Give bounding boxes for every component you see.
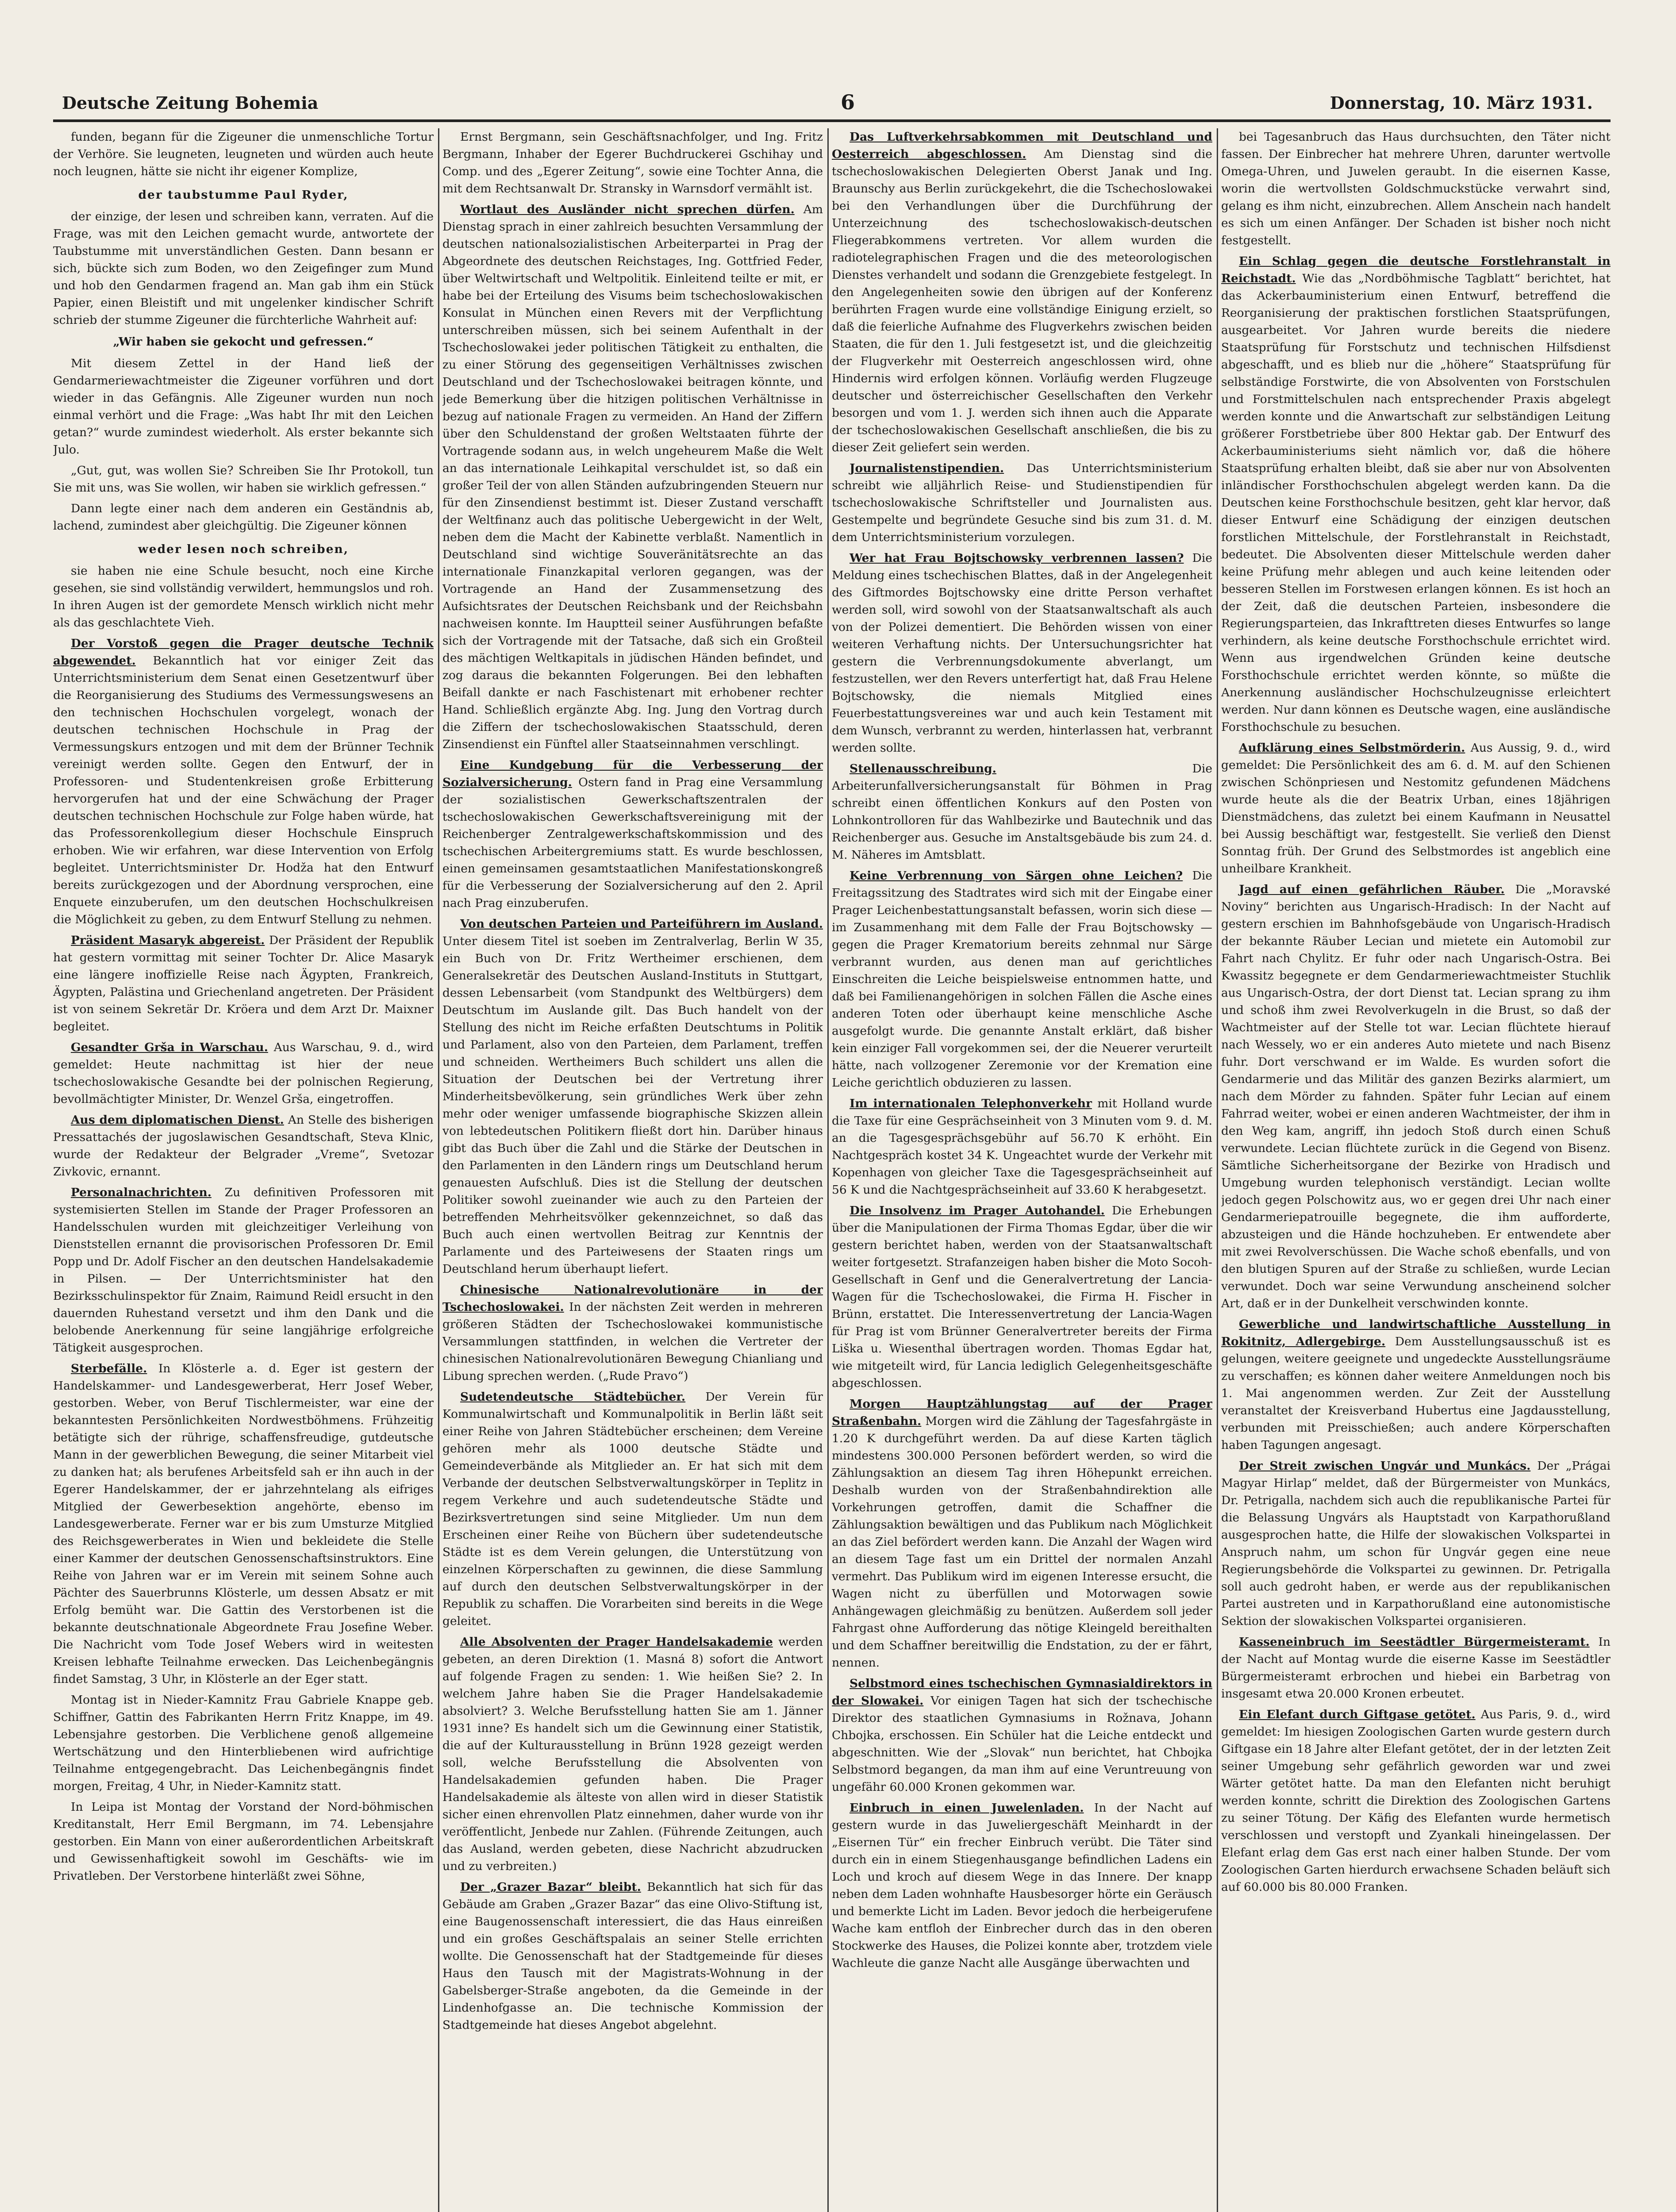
article-headline: Selbstmord eines tschechischen Gymnasialdirektors in der Slowakei. (832, 1677, 1212, 1708)
article-paragraph (53, 1691, 434, 1795)
article-paragraph (442, 128, 823, 197)
article-headline: Sudetendeutsche Städtebücher. (460, 1390, 686, 1404)
article-text: Die Erhebungen über die Manipulationen der Firma Thomas Egdar, über die wir gestern berichtet haben, werden von der Staatsanwaltschaft weiter fortgesetzt. Strafanzeigen haben bisher die Moto Socoh-Gesellschaft in Genf und die Generalvertretung der Lancia-Wagen für die Tschechoslowakei, die Firma H. Fischer in Brünn, erstattet. Die Interessenvertretung der Lancia-Wagen für Prag ist vom Brünner Generalvertreter bereits der Firma Liška u. Wiesenthal übertragen worden. Thomas Egdar hat, wie mitgeteilt wird, für Lancia lediglich Gelegenheitsgeschäfte abgeschlossen. (832, 1204, 1212, 1390)
article-text: In der Nacht auf Montag wurde die eiserne Kasse im Seestädtler Bürgermeisteramt erbrochen und hiebei ein Barbetrag von insgesamt etwa 20.000 Kronen erbeutet. (1221, 1635, 1611, 1701)
article-text: Aus Aussig, 9. d., wird gemeldet: Die Persönlichkeit des am 6. d. M. auf den Schienen zwischen Schönpriesen und Nestomitz gefundenen Mädchens wurde heute als die der Beatrix Urban, eines 18jährigen Dienstmädchens, das zuletzt bei einem Kaufmann in Neusattel bei Aussig beschäftigt war, festgestellt. Sie verließ den Dienst Sonntag früh. Der Grund des Selbstmordes ist angeblich eine unheilbare Krankheit. (1221, 741, 1611, 876)
article-paragraph (53, 1360, 434, 1688)
article-text: bei Tagesanbruch das Haus durchsuchten, den Täter nicht fassen. Der Einbrecher hat mehrere Uhren, darunter wertvolle Omega-Uhren, und Juwelen geraubt. In die eisernen Kasse, worin die wertvollsten Goldschmuckstücke verwahrt sind, gelang es ihm nicht, einzubrechen. Allem Anschein nach handelt es sich um einen Anfänger. Der Schaden ist bisher noch nicht festgestellt. (1221, 130, 1611, 247)
article-paragraph (1221, 253, 1611, 736)
article-paragraph (53, 562, 434, 631)
article-text: Ostern fand in Prag eine Versammlung der sozialistischen Gewerkschaftszentralen der tschechoslowakischen Gewerkschaftsvereinigung mit der Reichenberger Zentralgewerkschaftskommission und des tschechischen Arbeitergremiums statt. Es wurde beschlossen, einen gemeinsamen gesamtstaatlichen Manifestationskongreß für die Verbesserung der Sozialversicherung auf den 2. April nach Prag einzuberufen. (442, 776, 823, 910)
article-paragraph (442, 1878, 823, 2034)
article-text: Bekanntlich hat vor einiger Zeit das Unterrichtsministerium dem Senat einen Gesetzentwurf über die Reorganisierung des Studiums des Vermessungswesens an den technischen Hochschulen vorgelegt, wonach der deutschen technischen Hochschule in Prag der Vermessungskurs entzogen und mit dem der Brünner Technik vereinigt werden sollte. Gegen den Entwurf, der in Professoren- und Studentenkreisen große Erbitterung hervorgerufen hat und der eine Schwächung der Prager deutschen technischen Hochschule zur Folge haben würde, hat das Professorenkollegium dieser Hochschule Einspruch erhoben. Wie wir erfahren, war diese Intervention von Erfolg begleitet. Unterrichtsminister Dr. Hodža hat den Entwurf bereits zurückgezogen und der Abordnung versprochen, eine Enquete einzuberufen, um den deutschen Hochschulkreisen die Möglichkeit zu geben, zu dem Entwurf Stellung zu nehmen. (53, 654, 434, 926)
article-text: „Gut, gut, was wollen Sie? Schreiben Sie Ihr Protokoll, tun Sie mit uns, was Sie wollen, wir haben sie wirklich gefressen.“ (53, 464, 434, 495)
article-headline: Kasseneinbruch im Seestädtler Bürgermeisteramt. (1239, 1635, 1590, 1649)
article-headline: Präsident Masaryk abgereist. (71, 933, 265, 947)
article-paragraph (832, 1095, 1212, 1198)
article-text: Vor einigen Tagen hat sich der tschechische Direktor des staatlichen Gymnasiums in Rožnava, Johann Chbojka, erschossen. Ein Schüler hat die Leiche entdeckt und abgeschnitten. Wie der „Slovak“ nun berichtet, hat Chbojka Selbstmord begangen, da man ihm auf eine Veruntreuung von ungefähr 60.000 Kronen gekommen war. (832, 1694, 1212, 1794)
article-paragraph (1221, 1457, 1611, 1630)
article-paragraph (832, 760, 1212, 864)
column-divider (438, 128, 439, 2212)
column-divider (1217, 128, 1218, 2212)
article-paragraph (53, 932, 434, 1035)
article-headline: Sterbefälle. (71, 1362, 147, 1375)
article-headline: Ein Schlag gegen die deutsche Forstlehranstalt in Reichstadt. (1221, 254, 1611, 285)
article-text: Die Freitagssitzung des Stadtrates wird sich mit der Eingabe einer Prager Leichenbestattungsanstalt befassen, worin sich diese — im Zusammenhang mit dem Falle der Frau Bojtschowsky — gegen die Prager Krematorium bereits zehnmal nur Särge verbrannt wurden, aus denen man auf gerichtliches Einschreiten die Leiche beispielsweise entnommen hatte, und daß bei Familienangehörigen in solchen Fällen die Asche eines anderen Toten oder überhaupt keine menschliche Asche ausgefolgt wurde. Die genannte Anstalt erklärt, daß bisher kein einziger Fall vorgekommen sei, der die Neuerer verurteilt hätte, nach vollzogener Zeremonie vor der Kremation eine Leiche gerichtlich obduzieren zu lassen. (832, 869, 1212, 1090)
article-text: mit Holland wurde die Taxe für eine Gesprächseinheit von 3 Minuten vom 9. d. M. an die Tagesgesprächsgebühr auf 56.70 K erhöht. Ein Nachtgespräch kostet 34 K. Ungeachtet wurde der Verkehr mit Kopenhagen von gleicher Taxe die Tagesgesprächseinheit auf 56 K und die Nachtgesprächseinheit auf 33.60 K herabgesetzt. (832, 1097, 1212, 1197)
article-headline: Morgen Hauptzählungstag auf der Prager Straßenbahn. (832, 1397, 1212, 1428)
article-column-1 (53, 128, 434, 2212)
article-text: der einzige, der lesen und schreiben kann, verraten. Auf die Frage, was mit den Leichen gemacht wurde, antwortete der Taubstumme mit unverständlichen Gesten. Dann besann er sich, bückte sich zum Boden, wo den Zeigefinger zum Mund und hob den Gendarmen fragend an. Man gab ihm ein Stück Papier, einen Bleistift und mit ungelenker kindischer Schrift schrieb der stumme Zigeuner die fürchterliche Wahrheit auf: (53, 210, 434, 327)
article-headline: Chinesische Nationalrevolutionäre in der Tschechoslowakei. (442, 1283, 823, 1314)
article-text: werden gebeten, an deren Direktion (1. Masná 8) sofort die Antwort auf folgende Fragen zu senden: 1. Wie heißen Sie? 2. In welchem Jahre haben Sie die Prager Handelsakademie absolviert? 3. Welche Berufsstellung hatten Sie am 1. Jänner 1931 inne? Es handelt sich um die Gewinnung einer Statistik, die auf der Kulturausstellung in Brünn 1928 gezeigt werden soll, welche Berufsstellung die Absolventen von Handelsakademien gefunden haben. Die Prager Handelsakademie als älteste von allen wird in dieser Statistik sicher einen ehrenvollen Platz einnehmen, daher wurde von ihr veröffentlicht, Jenbede nur Zahlen. (Führende Zeitungen, auch das Ausland, werden gebeten, diese Nachricht abzudrucken und zu verbreiten.) (442, 1635, 823, 1873)
article-headline: Das Luftverkehrsabkommen mit Deutschland und Oesterreich abgeschlossen. (832, 130, 1212, 161)
article-paragraph (53, 635, 434, 928)
article-paragraph (53, 355, 434, 458)
article-headline: Einbruch in einen Juwelenladen. (850, 1801, 1084, 1815)
article-paragraph (1221, 128, 1611, 249)
article-headline: Keine Verbrennung von Särgen ohne Leichen? (850, 869, 1183, 883)
article-paragraph (832, 549, 1212, 757)
article-column-2 (442, 128, 823, 2212)
article-paragraph (442, 757, 823, 912)
article-text: Unter diesem Titel ist soeben im Zentralverlag, Berlin W 35, ein Buch von Dr. Fritz Wertheimer erschienen, dem Generalsekretär des Deutschen Ausland-Instituts in Stuttgart, dessen Lebensarbeit (vom Standpunkt des Weltbürgers) dem Deutschtum im Auslande gilt. Das Buch handelt von der Stellung des nicht im Reiche erfaßten Deutschtums in Politik und Parlament, also von den Parteien, dem Parlament, treffen und schneiden. Wertheimers Buch schildert uns allen die Situation der Deutschen bei der Vertretung ihrer Minderheitsbevölkerung, sein gründliches Werk über zehn mehr oder weniger umfassende biographische Skizzen allein von lebtedeutschen Politikern fließt dort hin. Darüber hinaus gibt das Buch über die Zahl und die Stärke der Deutschen in den Parlamenten in den Ländern rings um Deutschland herum genauesten Aufschluß. Dies ist die Stellung der deutschen Politiker sowohl zueinander wie auch zu den Parteien der betreffenden Mehrheitsvölker gekennzeichnet, so daß das Buch auch einen wertvollen Beitrag zur Kenntnis der Parlamente und des Parteiwesens der Staaten rings um Deutschland herum überhaupt liefert. (442, 934, 823, 1276)
article-paragraph (1221, 1706, 1611, 1896)
article-paragraph (832, 1202, 1212, 1392)
article-paragraph (832, 1395, 1212, 1671)
column-divider (827, 128, 829, 2212)
section-subheading: der taubstumme Paul Ryder, (138, 188, 349, 202)
article-text: Am Dienstag sind die tschechoslowakischen Delegierten Oberst Janak und Ing. Braunschy aus Berlin zurückgekehrt, die die Tschechoslowakei bei den Verhandlungen über die Durchführung der Unterzeichnung des tschechoslowakisch-deutschen Fliegerabkommens vertreten. Vor allem wurden die radiotelegraphischen Fragen und die des meteorologischen Dienstes verhandelt und sodann die Grenzgebiete festgelegt. In den Angelegenheiten sowie den übrigen auf der Konferenz berührten Fragen wurde eine vollständige Einigung erzielt, so daß die feierliche Aufnahme des Flugverkehrs zwischen beiden Staaten, die für den 1. Juli festgesetzt ist, und die gleichzeitig der Flugverkehr mit Oesterreich angeschlossen wird, ohne Hindernis wird erfolgen können. Vorläufig werden Flugzeuge deutscher und österreichischer Gesellschaften den Verkehr besorgen und vom 1. J. werden sich ihnen auch die Apparate der tschechoslowakischen Gesellschaft anschließen, die bis zu dieser Zeit geliefert sein werden. (832, 147, 1212, 454)
paper-name: Deutsche Zeitung Bohemia (62, 93, 319, 113)
article-text: Am Dienstag sprach in einer zahlreich besuchten Versammlung der deutschen nationalsozialistischen Arbeiterpartei in Prag der Abgeordnete des deutschen Reichstages, Ing. Gottfried Feder, über Weltwirtschaft und Weltpolitik. Einleitend teilte er mit, er habe bei der Erteilung des Visums beim tschechoslowakischen Konsulat in München einen Revers mit der Verpflichtung unterschreiben müssen, sich bei seinem Aufenthalt in der Tschechoslowakei jeder politischen Tätigkeit zu enthalten, die zu einer Störung des gegenseitigen Verhältnisses zwischen Deutschland und der Tschechoslowakei beitragen könnte, und jede Bemerkung über die hitzigen politischen Verhältnisse in bezug auf nationale Fragen zu vermeiden. An Hand der Ziffern über den Schuldenstand der großen Weltstaaten führte der Vortragende sodann aus, in welch ungeheurem Maße die Welt an das internationale Leihkapital verschuldet ist, so daß ein großer Teil der von allen Ständen aufzubringenden Steuern nur für den Zinsendienst bestimmt ist. Dieser Zustand verschafft der Weltfinanz auch das politische Uebergewicht in der Welt, neben dem die Macht der Kabinette verblaßt. Namentlich in Deutschland sind wichtige Souveränitätsrechte an das internationale Finanzkapital verloren gegangen, was der Vortragende an Hand der Zusammensetzung des Aufsichtsrates der Deutschen Reichsbank und der Reichsbahn nachweisen konnte. Im Hauptteil seiner Ausführungen befaßte sich der Vortragende mit der Tatsache, daß sich ein Großteil des mächtigen Weltkapitals in jüdischen Händen befindet, und zog daraus die bekannten Folgerungen. Bei den lebhaften Beifall dankte er nach Faschistenart mit erhobener rechter Hand. Schließlich ergänzte Abg. Ing. Jung den Vortrag durch die Ziffern der tschechoslowakischen Staatsschuld, deren Zinsendienst ein Fünftel aller Staatseinnahmen verschlingt. (442, 203, 823, 751)
article-paragraph (832, 867, 1212, 1091)
article-text: Die „Moravské Noviny“ berichten aus Ungarisch-Hradisch: In der Nacht auf gestern erschien im Bahnhofsgebäude von Ungarisch-Hradisch der bekannte Räuber Lecian und mietete ein Automobil zur Fahrt nach Chylitz. Er fuhr oder nach Ungarisch-Ostra. Bei Kwassitz begegnete er dem Gendarmeriewachtmeister Stuchlik aus Ungarisch-Ostra, der dort Dienst tat. Lecian sprang zu ihm und schoß ihm zwei Revolverkugeln in die Brust, so daß der Wachtmeister auf der Stelle tot war. Lecian flüchtete hierauf nach Wessely, wo er ein anderes Auto mietete und nach Bisenz fuhr. Dort verschwand er im Walde. Es wurden sofort die Gendarmerie und das Militär des ganzen Bezirks alarmiert, um nach dem Mörder zu fahnden. Später fuhr Lecian auf einem Fahrrad weiter, wobei er einen anderen Wachtmeister, der ihm in den Weg kam, angriff, ihn jedoch Stoß durch einen Schuß verwundete. Lecian flüchtete zurück in die Gegend von Bisenz. Sämtliche Sicherheitsorgane der Bezirke von Hradisch und Umgebung wurden telephonisch verständigt. Lecian wollte jedoch gegen Polschowitz aus, wo er gegen drei Uhr nach einer Gendarmeriepatrouille begegnete, die ihm aufforderte, abzusteigen und die Hände hochzuheben. Er entwendete aber mit zwei Revolverschüssen. Die Wache schoß ebenfalls, und von den blutigen Spuren auf der Straße zu schließen, wurde Lecian verwundet. Doch war seine Verwundung anscheinend solcher Art, daß er in der Dunkelheit verschwinden konnte. (1221, 883, 1611, 1310)
article-paragraph (442, 1281, 823, 1385)
article-text: Die Meldung eines tschechischen Blattes, daß in der Angelegenheit des Giftmordes Bojtschowsky eine dritte Person verhaftet werden soll, wird sowohl von der Staatsanwaltschaft als auch von der Polizei dementiert. Die Behörden wissen von einer weiteren Verhaftung nichts. Der Untersuchungsrichter hat gestern die Verbrennungsdokumente abverlangt, um festzustellen, wer den Revers unterfertigt hat, daß Frau Helene Bojtschowsky, die niemals Mitglied eines Feuerbestattungsvereines war und auch kein Testament mit dem Wunsch, verbrannt zu werden, hinterlassen hat, verbrannt werden sollte. (832, 551, 1212, 755)
article-text: Das Unterrichtsministerium schreibt wie alljährlich Reise- und Studienstipendien für tschechoslowakische Schriftsteller und Journalisten aus. Gestempelte und begründete Gesuche sind bis zum 31. d. M. dem Unterrichtsministerium vorzulegen. (832, 461, 1212, 544)
article-text: Der „Prágai Magyar Hirlap“ meldet, daß der Bürgermeister von Munkács, Dr. Petrigalla, nachdem sich auch die republikanische Partei für die Belassung Ungvárs als Hauptstadt von Karpathorußland ausgesprochen hatte, die Hilfe der slowakischen Volkspartei in Anspruch nahm, um schon für Ungvár gegen eine neue Regierungsbehörde die Volkspartei zu gewinnen. Dr. Petrigalla soll auch gedroht haben, er werde aus der republikanischen Partei austreten und in Karpathorußland eine autonomistische Sektion der slowakischen Volkspartei organisieren. (1221, 1459, 1611, 1628)
article-paragraph (1221, 1316, 1611, 1454)
article-headline: Wer hat Frau Bojtschowsky verbrennen lassen? (850, 551, 1184, 565)
article-headline: Gesandter Grša in Warschau. (71, 1041, 268, 1054)
section-subheading: weder lesen noch schreiben, (138, 542, 349, 556)
article-text: Mit diesem Zettel in der Hand ließ der Gendarmeriewachtmeister die Zigeuner vorführen und dort wieder in das Gefängnis. Alle Zigeuner wurden nun noch einmal verhört und die Frage: „Was habt Ihr mit den Leichen getan?“ wurde zumindest wiederholt. Als erster bekannte sich Julo. (53, 357, 434, 457)
article-paragraph (1221, 1633, 1611, 1702)
article-paragraph (53, 500, 434, 534)
article-paragraph (832, 460, 1212, 546)
article-text: Die Arbeiterunfallversicherungsanstalt für Böhmen in Prag schreibt einen öffentlichen Konkurs auf den Posten von Lohnkontrolloren für das Wahlbezirke und Bautechnik und das Reichenberger aus. Gesuche im Anstaltsgebäude bis zum 24. d. M. Näheres im Amtsblatt. (832, 762, 1212, 862)
article-text: Zu definitiven Professoren mit systemisierten Stellen im Stande der Prager Professoren an Handelsschulen wurden mit gleichzeitiger Verleihung von Dienststellen ernannt die provisorischen Professoren Dr. Emil Popp und Dr. Adolf Fischer an den deutschen Handelsakademie in Pilsen. — Der Unterrichtsminister hat den Bezirksschulinspektor für Znaim, Raimund Reidl ersucht in den dauernden Ruhestand versetzt und ihm den Dank und die belobende Anerkennung für seine langjährige erfolgreiche Tätigkeit ausgesprochen. (53, 1186, 434, 1355)
article-paragraph (53, 1111, 434, 1180)
article-headline: Im internationalen Telephonverkehr (850, 1097, 1092, 1110)
article-paragraph (442, 915, 823, 1278)
article-paragraph (1221, 739, 1611, 877)
article-headline: Aufklärung eines Selbstmörderin. (1239, 741, 1465, 755)
article-headline: Der Vorstoß gegen die Prager deutsche Technik abgewendet. (53, 637, 434, 668)
masthead (53, 88, 1611, 122)
article-text: In der Nacht auf gestern wurde in das Juweliergeschäft Meinhardt in der „Eisernen Tür“ ein frecher Einbruch verübt. Die Täter sind durch ein in einem Stiegenhausgange befindlichen Ladens ein Loch und kroch auf diesem Wege in das Innere. Der knapp neben dem Laden wohnhafte Hausbesorger hörte ein Geräusch und bemerkte Licht im Laden. Bevor jedoch die herbeigerufene Wache kam entfloh der Einbrecher durch das in den oberen Stockwerke des Hauses, die Polizei konnte aber, trotzdem viele Wachleute die ganze Nacht alle Ausgänge überwachten und (832, 1801, 1212, 1970)
article-headline: Alle Absolventen der Prager Handelsakademie (460, 1635, 773, 1649)
article-text: Morgen wird die Zählung der Tagesfahrgäste in 1.20 K durchgeführt werden. Da auf diese Karten täglich mindestens 300.000 Personen befördert werden, so wird die Zählungsaktion an diesem Tag ihren Höhepunkt erreichen. Deshalb wurden von der Straßenbahndirektion alle Vorkehrungen getroffen, damit die Schaffner die Zählungsaktion bewältigen und das Publikum nach Möglichkeit an das Ziel befördert werden kann. Die Anzahl der Wagen wird an diesem Tage fast um ein Drittel der normalen Anzahl vermehrt. Das Publikum wird im eigenen Interesse ersucht, die Wagen nicht zu überfüllen und Motorwagen sowie Anhängewagen gleichmäßig zu benützen. Außerdem soll jeder Fahrgast ohne Aufforderung das nötige Kleingeld bereithalten und dem Schaffner bereitwillig die Endstation, zu der er fährt, nennen. (832, 1414, 1212, 1670)
article-headline: Der „Grazer Bazar“ bleibt. (460, 1880, 641, 1894)
article-text: Der Verein für Kommunalwirtschaft und Kommunalpolitik in Berlin läßt seit einer Reihe von Jahren Städtebücher erscheinen; dem Vereine gehören mehr als 1000 deutsche Städte und Gemeindeverbände als Mitglieder an. Er hat sich mit dem Verbande der deutschen Selbstverwaltungskörper in Teplitz in regem Verkehre und auch sudetendeutsche Städte und Bezirksvertretungen sind seine Mitglieder. Um nun dem Erscheinen einer Reihe von Büchern über sudetendeutsche Städte ist es dem Verein gelungen, die Unterstützung von einzelnen Körperschaften zu gewinnen, die diese Sammlung auf durch den deutschen Selbstverwaltungskörper in der Republik zu schaffen. Die Vorarbeiten sind bereits in die Wege geleitet. (442, 1390, 823, 1628)
article-text: Der Präsident der Republik hat gestern vormittag mit seiner Tochter Dr. Alice Masaryk eine längere inoffizielle Reise nach Ägypten, Frankreich, Ägypten, Palästina und Griechenland angetreten. Der Präsident ist von seinem Sekretär Dr. Kröera und dem Arzt Dr. Maixner begleitet. (53, 933, 434, 1033)
article-paragraph (442, 201, 823, 753)
article-paragraph (53, 208, 434, 329)
article-paragraph (53, 462, 434, 496)
article-text: Dann legte einer nach dem anderen ein Geständnis ab, lachend, zumindest aber gleichgültig. Die Zigeuner können (53, 502, 434, 533)
article-paragraph (832, 1675, 1212, 1796)
article-paragraph (53, 1039, 434, 1108)
article-headline: Von deutschen Parteien und Parteiführern im Ausland. (460, 917, 823, 931)
article-headline: Ein Elefant durch Giftgase getötet. (1239, 1708, 1476, 1721)
article-text: Dem Ausstellungsausschuß ist es gelungen, weitere geeignete und ungedeckte Ausstellungsräume zu verschaffen; es können daher weitere Anmeldungen noch bis 1. Mai angenommen werden. Zur Zeit der Ausstellung veranstaltet der Kreisverband Hubertus eine Jagdausstellung, verbunden mit Preisschießen; auch andere Körperschaften haben Tagungen angesagt. (1221, 1335, 1611, 1452)
article-headline: Wortlaut des Ausländer nicht sprechen dürfen. (460, 203, 795, 216)
article-headline: Die Insolvenz im Prager Autohandel. (850, 1204, 1105, 1217)
article-text: An Stelle des bisherigen Pressattachés der jugoslawischen Gesandtschaft, Steva Klnic, wurde der Redakteur der Belgrader „Vreme“, Svetozar Zivkovic, ernannt. (53, 1113, 434, 1179)
article-paragraph (832, 128, 1212, 456)
article-text: In der nächsten Zeit werden in mehreren größeren Städten der Tschechoslowakei kommunistische Versammlungen stattfinden, in welchen die Vertreter der chinesischen Nationalrevolutionären Bewegung Chianliang und Libung sprechen werden. („Rude Pravo“) (442, 1300, 823, 1383)
article-text: funden, begann für die Zigeuner die unmenschliche Tortur der Verhöre. Sie leugneten, leugneten und würden auch heute noch leugnen, hätte sie nicht ihr eigener Komplize, (53, 130, 434, 178)
article-headline: Personalnachrichten. (71, 1186, 211, 1199)
page-number: 6 (841, 90, 855, 114)
article-text: Bekanntlich hat sich für das Gebäude am Graben „Grazer Bazar“ das eine Olivo-Stiftung ist, eine Baugenossenschaft interessiert, die das Haus einreißen und ein großes Geschäftspalais an seiner Stelle errichten wollte. Die Genossenschaft hat der Stadtgemeinde für dieses Haus den Tausch mit der Magistrats-Wohnung in der Gabelsberger-Straße angeboten, da die Gemeinde in der Lindenhofgasse an. Die technische Kommission der Stadtgemeinde hat dieses Angebot abgelehnt. (442, 1880, 823, 2032)
article-paragraph (832, 1799, 1212, 1972)
article-paragraph (53, 1184, 434, 1356)
article-text: Aus Paris, 9. d., wird gemeldet: Im hiesigen Zoologischen Garten wurde gestern durch Giftgase ein 18 Jahre alter Elefant getötet, der in der letzten Zeit seiner Umgebung sehr gefährlich geworden war und zwei Wärter getötet hatte. Da man den Elefanten nicht beruhigt werden konnte, schritt die Direktion des Zoologischen Gartens zu seiner Tötung. Der Käfig des Elefanten wurde hermetisch verschlossen und verstopft und Zyankali hineingelassen. Der Elefant erlag dem Gas erst nach einer halben Stunde. Der vom Zoologischen Garten hierdurch erwachsene Schaden beläuft sich auf 60.000 bis 80.000 Franken. (1221, 1708, 1611, 1894)
article-text: Montag ist in Nieder-Kamnitz Frau Gabriele Knappe geb. Schiffner, Gattin des Fabrikanten Herrn Fritz Knappe, im 49. Lebensjahre gestorben. Die Verblichene genoß allgemeine Wertschätzung und den Hinterbliebenen wird aufrichtige Teilnahme entgegengebracht. Das Leichenbegängnis findet morgen, Freitag, 4 Uhr, in Nieder-Kamnitz statt. (53, 1693, 434, 1793)
article-paragraph (442, 1388, 823, 1630)
article-column-4 (1221, 128, 1611, 2212)
article-text: Ernst Bergmann, sein Geschäftsnachfolger, und Ing. Fritz Bergmann, Inhaber der Egerer Buchdruckerei Gschihay und Comp. und des „Egerer Zeitung“, sowie eine Tochter Anna, die mit dem Rechtsanwalt Dr. Stransky in Warnsdorf vermählt ist. (442, 130, 823, 196)
article-headline: Aus dem diplomatischen Dienst. (71, 1113, 284, 1127)
article-text: sie haben nie eine Schule besucht, noch eine Kirche gesehen, sie sind vollständig verwildert, hemmungslos und roh. In ihren Augen ist der gemordete Mensch wirklich nicht mehr als das geschlachtete Vieh. (53, 564, 434, 630)
article-text: Wie das „Nordböhmische Tagblatt“ berichtet, hat das Ackerbauministerium einen Entwurf, betreffend die Reorganisierung der praktischen forstlichen Staatsprüfungen, ausgearbeitet. Vor Jahren wurde bereits die niedere Staatsprüfung für Forstschutz und technischen Hilfsdienst abgeschafft, und es blieb nur die „höhere“ Staatsprüfung für selbständige Forstwirte, die von Absolventen von Forstschulen und Forstmittelschulen nach entsprechender Praxis abgelegt werden konnte und die Anwartschaft zur selbständigen Leitung größerer Forstbetriebe über 800 Hektar gab. Der Entwurf des Ackerbauministeriums sieht nämlich vor, daß die höhere Staatsprüfung erhalten bleibt, daß sie aber nur von Absolventen inländischer Forsthochschulen abgelegt werden kann. Da die Deutschen keine Forsthochschule besitzen, geht klar hervor, daß dieser Entwurf eine Schädigung der einzigen deutschen forstlichen Mittelschule, der Forstlehranstalt in Reichstadt, bedeutet. Die Absolventen dieser Mittelschule werden daher keine Prüfung mehr ablegen und auch keine leitenden oder besseren Stellen im Forstwesen erlangen können. Es ist hoch an der Zeit, daß die deutschen Parteien, insbesondere die Regierungsparteien, das Inkrafttreten dieses Entwurfes so lange verhindern, als keine deutsche Forsthochschule errichtet wird. Wenn aus irgendwelchen Gründen keine deutsche Forsthochschule errichtet werden könnte, so müßte die Anerkennung ausländischer Hochschulzeugnisse erleichtert werden. Nur dann können es Deutsche wagen, eine ausländische Forsthochschule zu besuchen. (1221, 272, 1611, 734)
article-column-3 (832, 128, 1212, 2212)
article-text: Aus Warschau, 9. d., wird gemeldet: Heute nachmittag ist hier der neue tschechoslowakische Gesandte bei der polnischen Regierung, bevollmächtigter Minister, Dr. Wenzel Grša, eingetroffen. (53, 1041, 434, 1106)
article-text: In Klösterle a. d. Eger ist gestern der Handelskammer- und Landesgewerberat, Herr Josef Weber, gestorben. Weber, von Beruf Tischlermeister, war eine der bekanntesten Persönlichkeiten Nordwestböhmens. Frühzeitig betätigte sich der rührige, schaffensfreudige, gutdeutsche Mann in der gewerblichen Bewegung, die seiner Mitarbeit viel zu danken hat; als berufenes Arbeitsfeld sah er ihn auch in der Egerer Handelskammer, der er jahrzehntelang als eifriges Mitglied der Gewerbesektion angehörte, ebenso im Landesgewerberate. Ferner war er bis zum Umsturze Mitglied des Reichsgewerberates in Wien und bekleidete die Stelle einer Kammer der deutschen Genossenschaftsinstruktors. Eine Reihe von Jahren war er im Verein mit seinem Sohne auch Pächter des Sauerbrunns Klösterle, um dessen Absatz er mit Erfolg bemüht war. Die Gattin des Verstorbenen ist die bekannte deutschnationale Abgeordnete Frau Josefine Weber. Die Nachricht vom Tode Josef Webers wird in weitesten Kreisen lebhafte Teilnahme erwecken. Das Leichenbegängnis findet Samstag, 3 Uhr, in Klösterle an der Eger statt. (53, 1362, 434, 1686)
quoted-line: „Wir haben sie gekocht und gefressen.“ (113, 335, 374, 349)
article-paragraph (1221, 881, 1611, 1312)
article-headline: Der Streit zwischen Ungvár und Munkács. (1239, 1459, 1531, 1473)
article-headline: Stellenausschreibung. (850, 762, 996, 776)
article-headline: Gewerbliche und landwirtschaftliche Ausstellung in Rokitnitz, Adlergebirge. (1221, 1317, 1611, 1348)
issue-date: Donnerstag, 10. März 1931. (1330, 93, 1593, 113)
article-headline: Journalistenstipendien. (850, 461, 1004, 475)
article-paragraph (442, 1633, 823, 1875)
article-text: In Leipa ist Montag der Vorstand der Nord-böhmischen Kreditanstalt, Herr Emil Bergmann, im 74. Lebensjahre gestorben. Ein Mann von einer außerordentlichen Arbeitskraft und Gewissenhaftigkeit sowohl im Geschäfts- wie im Privatleben. Der Verstorbene hinterläßt zwei Söhne, (53, 1800, 434, 1883)
article-headline: Jagd auf einen gefährlichen Räuber. (1239, 883, 1505, 896)
article-paragraph (53, 1798, 434, 1885)
article-paragraph (53, 128, 434, 180)
article-headline: Eine Kundgebung für die Verbesserung der Sozialversicherung. (442, 758, 823, 789)
